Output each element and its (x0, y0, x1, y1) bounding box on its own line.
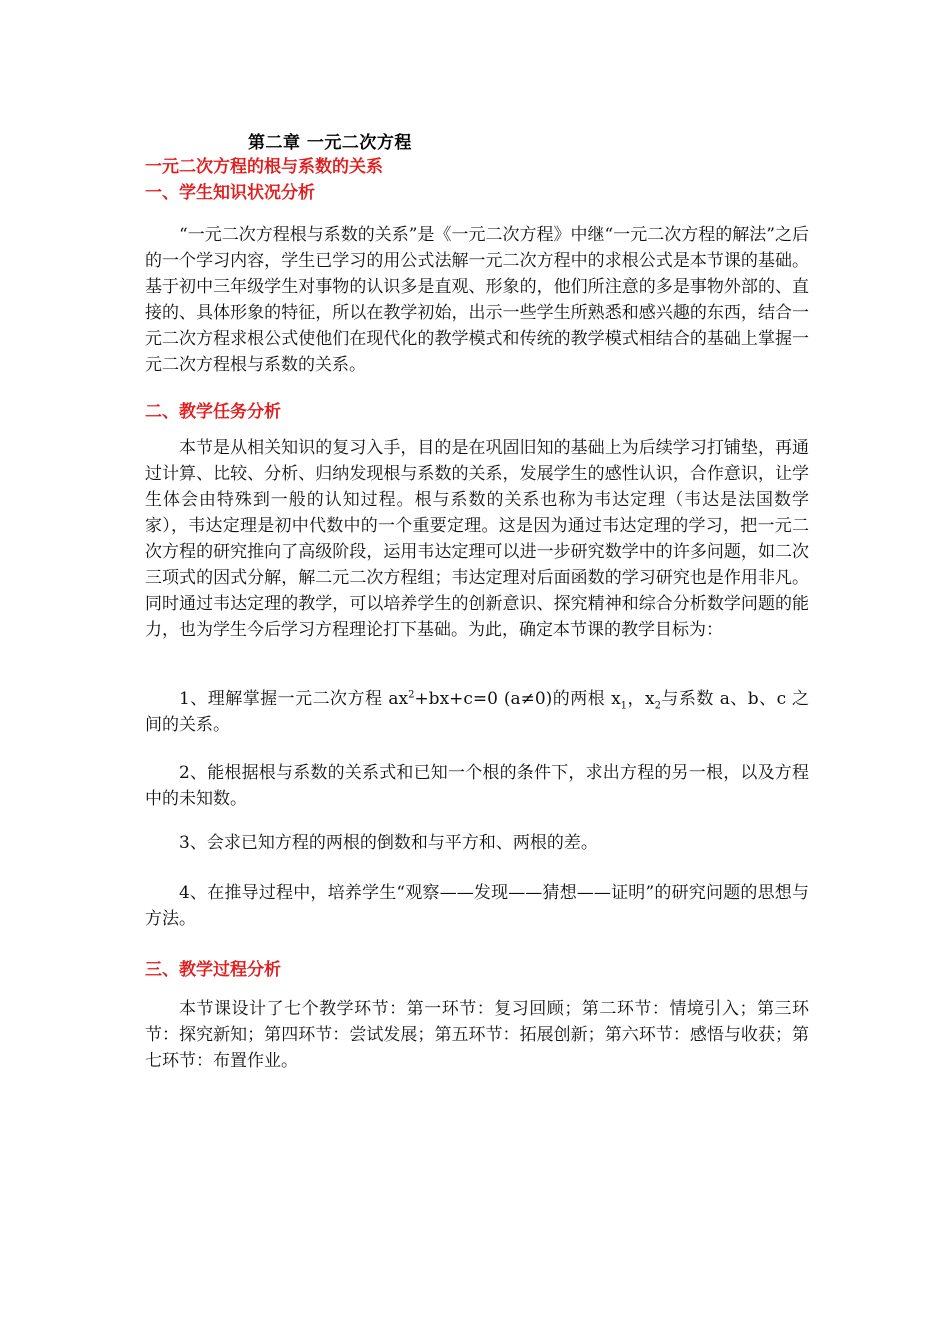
section-heading-2: 二、教学任务分析 (145, 402, 281, 422)
goal-4: 4、在推导过程中，培养学生“观察——发现——猜想——证明”的研究问题的思想与方法。 (145, 883, 809, 929)
goal-1: 1、理解掌握一元二次方程 $ax^2+bx+c=0$ (a≠0)的两根 $x_1$，$x_2$与系数 a、b、c 之间的关系。 (145, 689, 809, 735)
section-1-paragraph: “一元二次方程根与系数的关系”是《一元二次方程》中继“一元二次方程的解法”之后的一个学习内容，学生已学习的用公式法解一元二次方程中的求根公式是本节课的基础。基于初中三年级学生对事物的认识多是直观、形象的，他们所注意的多是事物外部的、直接的、具体形象的特征，所以在教学初始，出示一些学生所熟悉和感兴趣的东西，结合一元二次方程求根公式使他们在现代化的教学模式和传统的教学模式相结合的基础上掌握一元二次方程根与系数的关系。 (145, 225, 809, 375)
section-3-paragraph: 本节课设计了七个教学环节：第一环节：复习回顾；第二环节：情境引入；第三环节：探究新知；第四环节：尝试发展；第五环节：拓展创新；第六环节：感悟与收获；第七环节：布置作业。 (145, 999, 809, 1071)
lesson-title: 一元二次方程的根与系数的关系 (145, 157, 383, 177)
chapter-title: 第二章 一元二次方程 (248, 133, 412, 153)
goal-2: 2、能根据根与系数的关系式和已知一个根的条件下，求出方程的另一根，以及方程中的未知数。 (145, 763, 809, 809)
section-heading-3: 三、教学过程分析 (145, 960, 281, 980)
section-2-paragraph: 本节是从相关知识的复习入手，目的是在巩固旧知的基础上为后续学习打铺垫，再通过计算、比较、分析、归纳发现根与系数的关系，发展学生的感性认识，合作意识，让学生体会由特殊到一般的认知过程。根与系数的关系也称为韦达定理（韦达是法国数学家），韦达定理是初中代数中的一个重要定理。这是因为通过韦达定理的学习，把一元二次方程的研究推向了高级阶段，运用韦达定理可以进一步研究数学中的许多问题，如二次三项式的因式分解，解二元二次方程组；韦达定理对后面函数的学习研究也是作用非凡。同时通过韦达定理的教学，可以培养学生的创新意识、探究精神和综合分析数学问题的能力，也为学生今后学习方程理论打下基础。为此，确定本节课的教学目标为： (145, 438, 809, 640)
goal-3: 3、会求已知方程的两根的倒数和与平方和、两根的差。 (179, 833, 598, 853)
section-heading-1: 一、学生知识状况分析 (145, 183, 315, 203)
